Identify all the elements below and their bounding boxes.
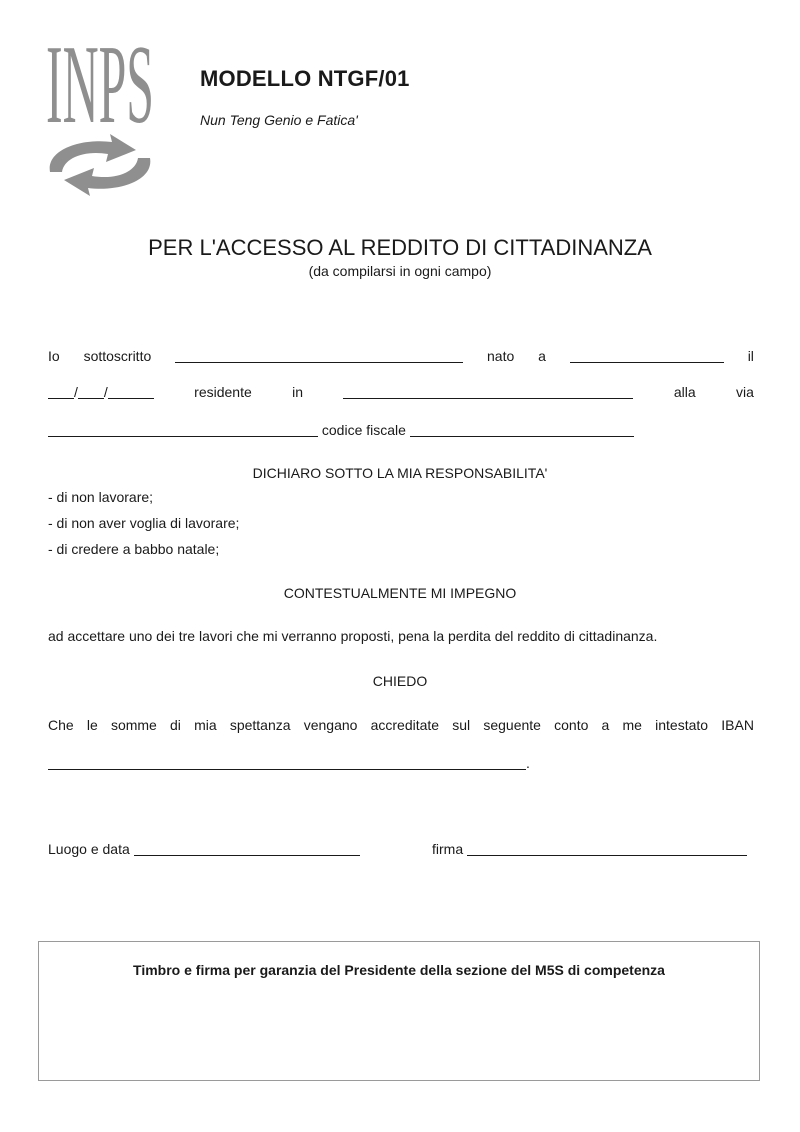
- request-word: Che: [48, 717, 74, 733]
- label-codice-fiscale: codice fiscale: [321, 422, 406, 438]
- label-a: a: [538, 348, 546, 364]
- request-word: mia: [194, 717, 217, 733]
- birth-month-field[interactable]: [78, 397, 104, 399]
- stamp-label: Timbro e firma per garanzia del Presidente della sezione del M5S di competenza: [133, 962, 665, 978]
- declaration-heading: DICHIARO SOTTO LA MIA RESPONSABILITA': [252, 465, 548, 481]
- birth-year-field[interactable]: [108, 397, 154, 399]
- request-word: seguente: [483, 717, 541, 733]
- label-alla: alla: [673, 384, 696, 400]
- signature-row: [432, 841, 747, 857]
- name-field[interactable]: [175, 361, 463, 363]
- request-word: conto: [554, 717, 589, 733]
- commitment-heading: CONTESTUALMENTE MI IMPEGNO: [283, 585, 517, 601]
- iban-field[interactable]: [48, 768, 526, 770]
- date-slash: /: [74, 384, 78, 400]
- place-date-row: [48, 841, 360, 857]
- label-luogo-data: Luogo e data: [48, 841, 130, 857]
- form-row-name: [48, 348, 754, 364]
- birth-day-field[interactable]: [48, 397, 74, 399]
- label-residente: residente: [194, 384, 252, 400]
- street-field[interactable]: [48, 435, 318, 437]
- fiscal-code-field[interactable]: [410, 435, 634, 437]
- logo-text: INPS: [46, 30, 154, 130]
- model-title: MODELLO NTGF/01: [200, 66, 410, 91]
- label-nato: nato: [487, 348, 515, 364]
- declaration-item: - di credere a babbo natale;: [48, 541, 220, 557]
- request-word: somme: [110, 717, 157, 733]
- request-word: IBAN: [721, 717, 754, 733]
- birthplace-field[interactable]: [570, 361, 724, 363]
- place-date-field[interactable]: [134, 854, 360, 856]
- date-slash: /: [103, 384, 108, 400]
- commitment-text: ad accettare uno dei tre lavori che mi verranno proposti, pena la perdita del reddito di cittadinanza.: [48, 628, 658, 644]
- request-word: me: [622, 717, 642, 733]
- label-sottoscritto: sottoscritto: [83, 348, 152, 364]
- request-word: sul: [452, 717, 471, 733]
- form-row-residence: [48, 384, 754, 400]
- residence-city-field[interactable]: [343, 397, 633, 399]
- stamp-box[interactable]: [38, 941, 760, 1081]
- declaration-item: - di non lavorare;: [48, 489, 154, 505]
- request-text: [48, 717, 754, 733]
- label-il: il: [747, 348, 754, 364]
- declaration-item: - di non aver voglia di lavorare;: [48, 515, 240, 531]
- label-firma: firma: [432, 841, 464, 857]
- label-io: Io: [48, 348, 60, 364]
- recycle-arrows-icon: [40, 132, 160, 198]
- form-subtitle: (da compilarsi in ogni campo): [308, 263, 492, 279]
- form-row-fiscal: [48, 422, 634, 438]
- request-heading: CHIEDO: [372, 673, 428, 689]
- form-title: PER L'ACCESSO AL REDDITO DI CITTADINANZA: [148, 235, 652, 260]
- request-word: a: [601, 717, 610, 733]
- iban-row: [48, 755, 530, 771]
- label-via: via: [736, 384, 754, 400]
- label-in: in: [292, 384, 304, 400]
- request-word: intestato: [655, 717, 709, 733]
- iban-period: .: [526, 755, 530, 771]
- signature-field[interactable]: [467, 854, 747, 856]
- request-word: vengano: [303, 717, 358, 733]
- inps-logo-text: [44, 30, 156, 130]
- model-subtitle: Nun Teng Genio e Fatica': [200, 112, 358, 128]
- request-word: accreditate: [370, 717, 440, 733]
- request-word: di: [170, 717, 181, 733]
- birthdate-group: [48, 384, 154, 400]
- request-word: spettanza: [229, 717, 291, 733]
- request-word: le: [86, 717, 98, 733]
